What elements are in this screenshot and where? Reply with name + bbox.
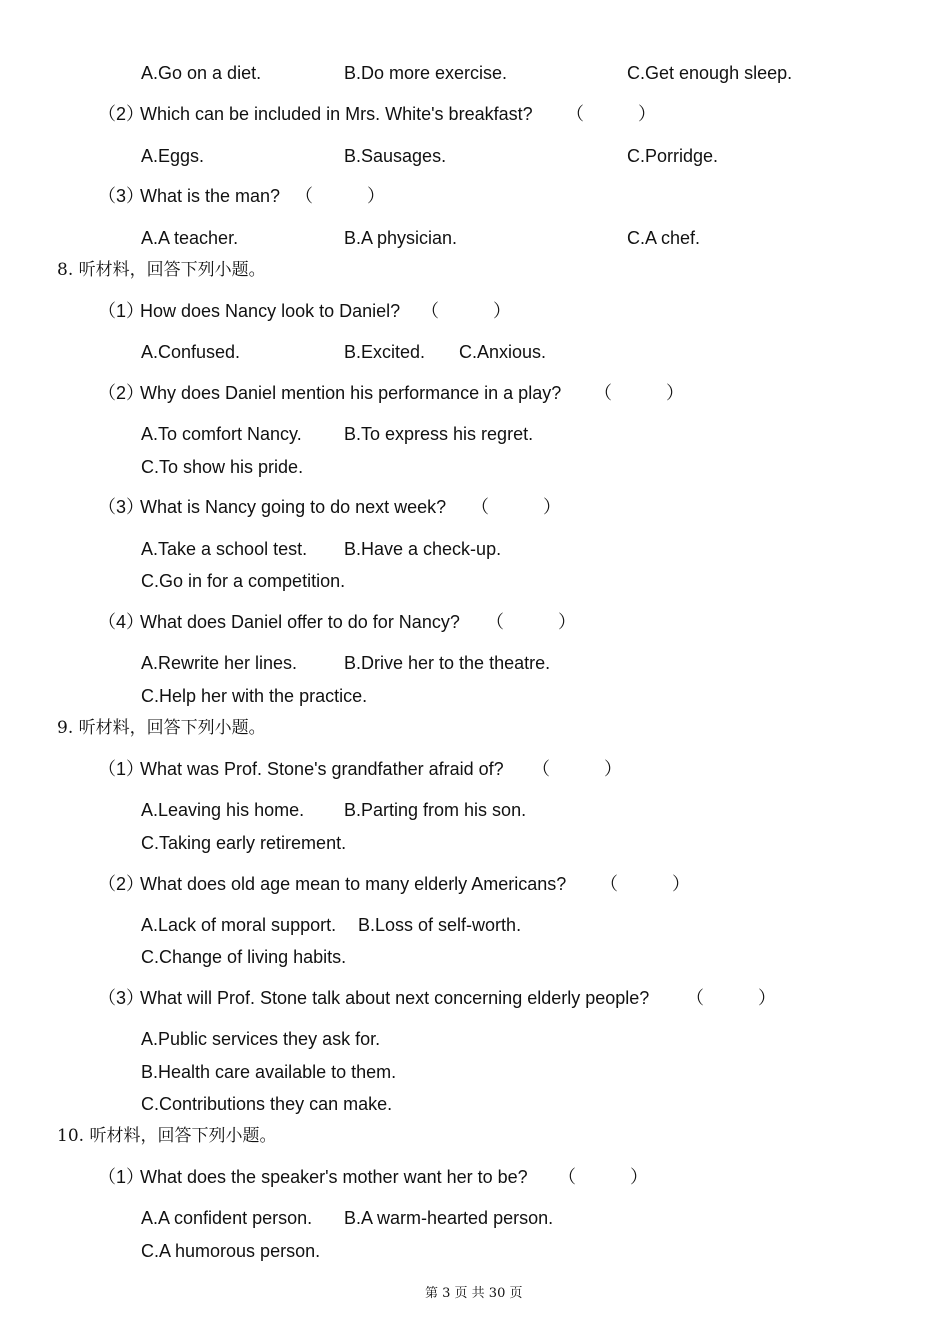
option-a: A.Confused.	[141, 342, 241, 362]
sub-question-text: What was Prof. Stone's grandfather afraid of?	[140, 759, 504, 779]
sub-question-text: How does Nancy look to Daniel?	[140, 301, 401, 321]
sub-question-text: Which can be included in Mrs. White's breakfast?	[140, 104, 533, 124]
answer-blank: （ ）	[566, 104, 656, 124]
option-c: C.Change of living habits.	[141, 947, 347, 967]
option-a: A.A confident person.	[141, 1208, 313, 1228]
option-c: C.A humorous person.	[141, 1241, 321, 1261]
answer-blank: （ ）	[558, 1167, 648, 1187]
sub-question-text: What does the speaker's mother want her to be?	[140, 1167, 528, 1187]
page-number: 第 3 页 共 30 页	[425, 1286, 523, 1301]
option-b: B.Have a check-up.	[344, 539, 502, 559]
sub-question-number: （4）	[98, 612, 145, 632]
option-a: A.Rewrite her lines.	[141, 653, 298, 673]
answer-blank: （ ）	[471, 497, 561, 517]
answer-blank: （ ）	[686, 988, 776, 1008]
option-b: B.Health care available to them.	[141, 1062, 397, 1082]
answer-blank: （ ）	[486, 612, 576, 632]
answer-blank: （ ）	[295, 186, 385, 206]
option-b: B.Drive her to the theatre.	[344, 653, 551, 673]
option-c: C.Go in for a competition.	[141, 571, 346, 591]
sub-question-number: （3）	[98, 988, 145, 1008]
option-c: C.To show his pride.	[141, 457, 304, 477]
option-b: B.A warm-hearted person.	[344, 1208, 554, 1228]
sub-question-text: What is the man?	[140, 186, 281, 206]
option-c: C.Help her with the practice.	[141, 686, 368, 706]
sub-question-text: What is Nancy going to do next week?	[140, 497, 447, 517]
sub-question-number: （1）	[98, 1167, 145, 1187]
answer-blank: （ ）	[421, 301, 511, 321]
question-9-header: 9. 听材料，回答下列小题。	[57, 718, 266, 738]
sub-question-number: （2）	[98, 383, 145, 403]
option-c: C.Taking early retirement.	[141, 833, 347, 853]
option-c: C.Get enough sleep.	[627, 63, 793, 83]
option-a: A.Lack of moral support.	[141, 915, 337, 935]
option-b: B.Sausages.	[344, 146, 447, 166]
sub-question-text: What does old age mean to many elderly Americans?	[140, 874, 567, 894]
option-b: B.A physician.	[344, 228, 458, 248]
sub-question-number: （3）	[98, 497, 145, 517]
sub-question-number: （1）	[98, 759, 145, 779]
sub-question-number: （1）	[98, 301, 145, 321]
option-a: A.Public services they ask for.	[141, 1029, 381, 1049]
sub-question-number: （3）	[98, 186, 145, 206]
option-c: C.Contributions they can make.	[141, 1094, 393, 1114]
sub-question-number: （2）	[98, 104, 145, 124]
answer-blank: （ ）	[532, 759, 622, 779]
option-b: B.To express his regret.	[344, 424, 534, 444]
option-c: C.Anxious.	[459, 342, 547, 362]
question-10-header: 10. 听材料，回答下列小题。	[57, 1126, 277, 1146]
answer-blank: （ ）	[600, 874, 690, 894]
option-a: A.Eggs.	[141, 146, 205, 166]
option-a: A.Go on a diet.	[141, 63, 262, 83]
sub-question-text: What does Daniel offer to do for Nancy?	[140, 612, 460, 632]
option-b: B.Excited.	[344, 342, 426, 362]
sub-question-number: （2）	[98, 874, 145, 894]
option-a: A.Take a school test.	[141, 539, 308, 559]
option-b: B.Do more exercise.	[344, 63, 508, 83]
sub-question-text: What will Prof. Stone talk about next concerning elderly people?	[140, 988, 650, 1008]
option-c: C.Porridge.	[627, 146, 719, 166]
option-c: C.A chef.	[627, 228, 701, 248]
option-a: A.To comfort Nancy.	[141, 424, 302, 444]
question-8-header: 8. 听材料，回答下列小题。	[57, 260, 266, 280]
option-b: B.Parting from his son.	[344, 800, 527, 820]
option-b: B.Loss of self-worth.	[358, 915, 522, 935]
answer-blank: （ ）	[594, 383, 684, 403]
option-a: A.A teacher.	[141, 228, 239, 248]
option-a: A.Leaving his home.	[141, 800, 305, 820]
sub-question-text: Why does Daniel mention his performance in a play?	[140, 383, 562, 403]
